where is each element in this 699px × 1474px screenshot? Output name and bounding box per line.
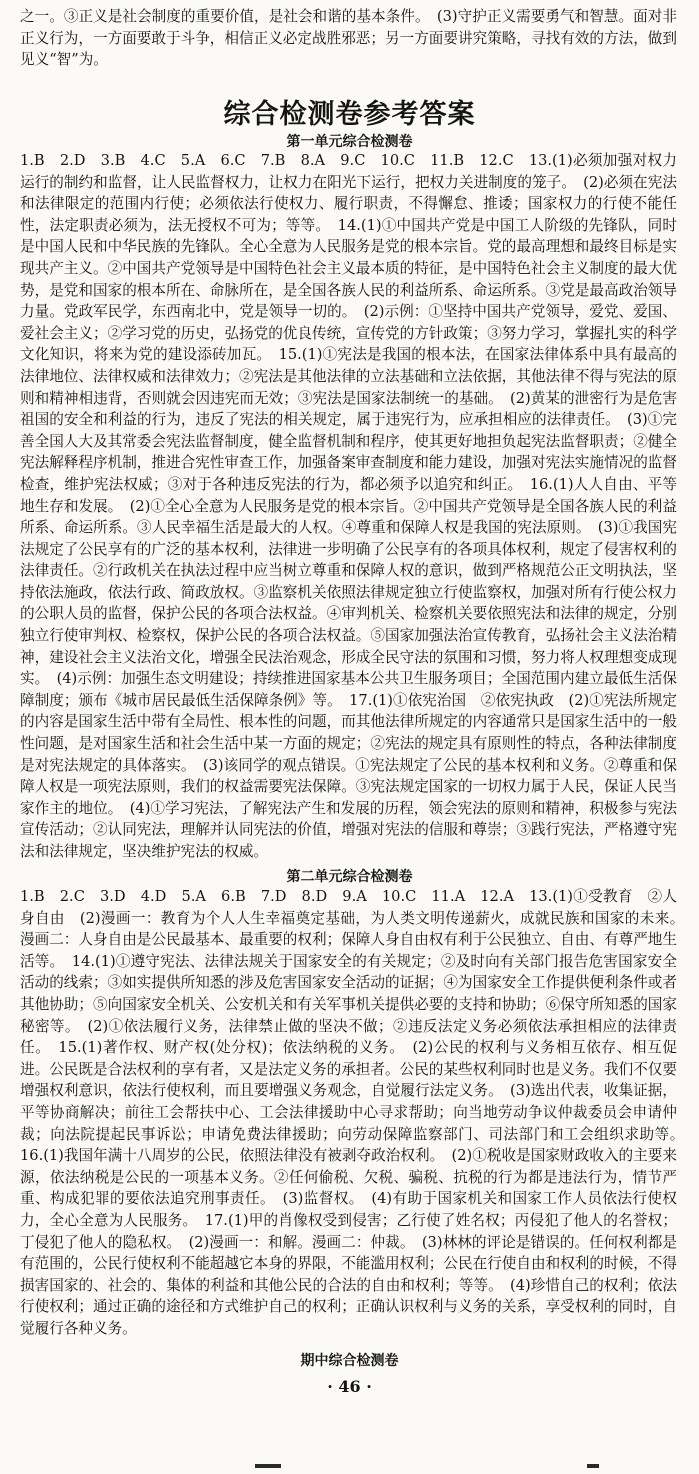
intro-paragraph: 之一。③正义是社会制度的重要价值，是社会和谐的基本条件。 (3)守护正义需要勇气和智慧。面对非正义行为，一方面要敢于斗争，相信正义必定战胜邪恶；另一方面要讲究策略，寻找有效的方法，做到见义“智”为。 — [20, 8, 677, 68]
page-number: · 46 · — [327, 1377, 372, 1396]
page-title: 综合检测卷参考答案 — [223, 99, 476, 130]
footer-mark-right — [587, 1464, 599, 1468]
footer-marks — [0, 1458, 699, 1474]
midterm-title: 期中综合检测卷 — [300, 1353, 399, 1369]
footer-mark-left — [255, 1464, 281, 1468]
unit1-answers: 1.B 2.D 3.B 4.C 5.A 6.C 7.B 8.A 9.C 10.C 11.B 12.C 13.(1)必须加强对权力运行的制约和监督，让人民监督权力，让权力在阳光下运行，把权力关进制度的笼子。 (2)必须在宪法和法律限定的范围内行使；必须依法行使权力、履行职责，不得懈怠、推诿；国家权力的行使不能任性，法定职责必须为，法无授权不可为；等等。 14.(1)①中国共产党是中国工人阶级的先锋队，同时是中国人民和中华民族的先锋队。全心全意为人民服务是党的根本宗旨。党的最高理想和最终目标是实现共产主义。②中国共产党领导是中国特色社会主义最本质的特征，是中国特色社会主义制度的最大优势，是党和国家的根本所在、命脉所在，是全国各族人民的利益所系、命运所系。③党是最高政治领导力量。党政军民学，东西南北中，党是领导一切的。 (2)示例：①坚持中国共产党领导，爱党、爱国、爱社会主义；②学习党的历史，弘扬党的优良传统，宣传党的方针政策；③努力学习，掌握扎实的科学文化知识，将来为党的建设添砖加瓦。 15.(1)①宪法是我国的根本法，在国家法律体系中具有最高的法律地位、法律权威和法律效力；②宪法是其他法律的立法基础和立法依据，其他法律不得与宪法的原则和精神相违背，否则就会因违宪而无效；③宪法是国家法制统一的基础。 (2)黄某的泄密行为是危害祖国的安全和利益的行为，违反了宪法的相关规定，属于违宪行为，应承担相应的法律责任。 (3)①完善全国人大及其常委会宪法监督制度，健全监督机制和程序，使其更好地担负起宪法监督职责；②健全宪法解释程序机制，推进合宪性审查工作，加强备案审查制度和能力建设，加强对宪法实施情况的监督检查，维护宪法权威；③对于各种违反宪法的行为，都必须予以追究和纠正。 16.(1)人人自由、平等地生存和发展。 (2)①全心全意为人民服务是党的根本宗旨。②中国共产党领导是全国各族人民的利益所系、命运所系。③人民幸福生活是最大的人权。④尊重和保障人权是我国的宪法原则。 (3)①我国宪法规定了公民享有的广泛的基本权利，法律进一步明确了公民享有的各项具体权利，规定了侵害权利的法律责任。②行政机关在执法过程中应当树立尊重和保障人权的意识，做到严格规范公正文明执法，坚持依法施政，依法行政、简政放权。③监察机关依照法律规定独立行使监察权，加强对所有行使公权力的公职人员的监督，保护公民的各项合法权益。④审判机关、检察机关要依照宪法和法律的规定，分别独立行使审判权、检察权，保护公民的各项合法权益。⑤国家加强法治宣传教育，弘扬社会主义法治精神，建设社会主义法治文化，增强全民法治观念，形成全民守法的氛围和习惯，努力将人权理想变成现实。 (4)示例：加强生态文明建设；持续推进国家基本公共卫生服务项目；全国范围内建立最低生活保障制度；颁布《城市居民最低生活保障条例》等。 17.(1)①依宪治国 ②依宪执政 (2)①宪法所规定的内容是国家生活中带有全局性、根本性的问题，而其他法律所规定的内容通常只是国家生活中的一般性问题，是对国家生活和社会生活中某一方面的规定；②宪法的规定具有原则性的特点，各种法律制度是对宪法规定的具体落实。 (3)该同学的观点错误。①宪法规定了公民的基本权利和义务。②尊重和保障人权是一项宪法原则，我们的权益需要宪法保障。③宪法规定国家的一切权力属于人民，保证人民当家作主的地位。 (4)①学习宪法，了解宪法产生和发展的历程，领会宪法的原则和精神，积极参与宪法宣传活动；②认同宪法，理解并认同宪法的价值，增强对宪法的信服和尊崇；③践行宪法，严格遵守宪法和法律规定，坚决维护宪法的权威。 — [20, 152, 677, 860]
unit2-answers: 1.B 2.C 3.D 4.D 5.A 6.B 7.D 8.D 9.A 10.C 11.A 12.A 13.(1)①受教育 ②人身自由 (2)漫画一：教育为个人人生幸福奠定基础，为人类文明传递薪火，成就民族和国家的未来。 漫画二：人身自由是公民最基本、最重要的权利；保障人身自由权有利于公民独立、自由、有尊严地生活等。 14.(1)①遵守宪法、法律法规关于国家安全的有关规定；②及时向有关部门报告危害国家安全活动的线索；③如实提供所知悉的涉及危害国家安全活动的证据；④为国家安全工作提供便利条件或者其他协助；⑤向国家安全机关、公安机关和有关军事机关提供必要的支持和协助；⑥保守所知悉的国家秘密等。 (2)①依法履行义务，法律禁止做的坚决不做；②违反法定义务必须依法承担相应的法律责任。 15.(1)著作权、财产权(处分权)；依法纳税的义务。 (2)公民的权利与义务相互依存、相互促进。公民既是合法权利的享有者，又是法定义务的承担者。公民的某些权利同时也是义务。我们不仅要增强权利意识，依法行使权利，而且要增强义务观念，自觉履行法定义务。 (3)选出代表，收集证据，平等协商解决；前往工会帮扶中心、工会法律援助中心寻求帮助；向当地劳动争议仲裁委员会申请仲裁；向法院提起民事诉讼；申请免费法律援助；向劳动保障监察部门、司法部门和工会组织求助等。 16.(1)我国年满十八周岁的公民，依照法律没有被剥夺政治权利。 (2)①税收是国家财政收入的主要来源，依法纳税是公民的一项基本义务。②任何偷税、欠税、骗税、抗税的行为都是违法行为，情节严重、构成犯罪的要依法追究刑事责任。 (3)监督权。 (4)有助于国家机关和国家工作人员依法行使权力，全心全意为人民服务。 17.(1)甲的肖像权受到侵害；乙行使了姓名权；丙侵犯了他人的名誉权；丁侵犯了他人的隐私权。 (2)漫画一：和解。漫画二：仲裁。 (3)林林的评论是错误的。任何权利都是有范围的，公民行使权利不能超越它本身的界限，不能滥用权利；公民在行使自由和权利的时候，不得损害国家的、社会的、集体的利益和其他公民的合法的自由和权利；等等。 (4)珍惜自己的权利；依法行使权利；通过正确的途径和方式维护自己的权利；正确认识权利与义务的关系，享受权利的同时，自觉履行各种义务。 — [20, 888, 692, 1337]
unit2-title: 第二单元综合检测卷 — [286, 869, 413, 885]
unit1-title: 第一单元综合检测卷 — [286, 134, 413, 150]
